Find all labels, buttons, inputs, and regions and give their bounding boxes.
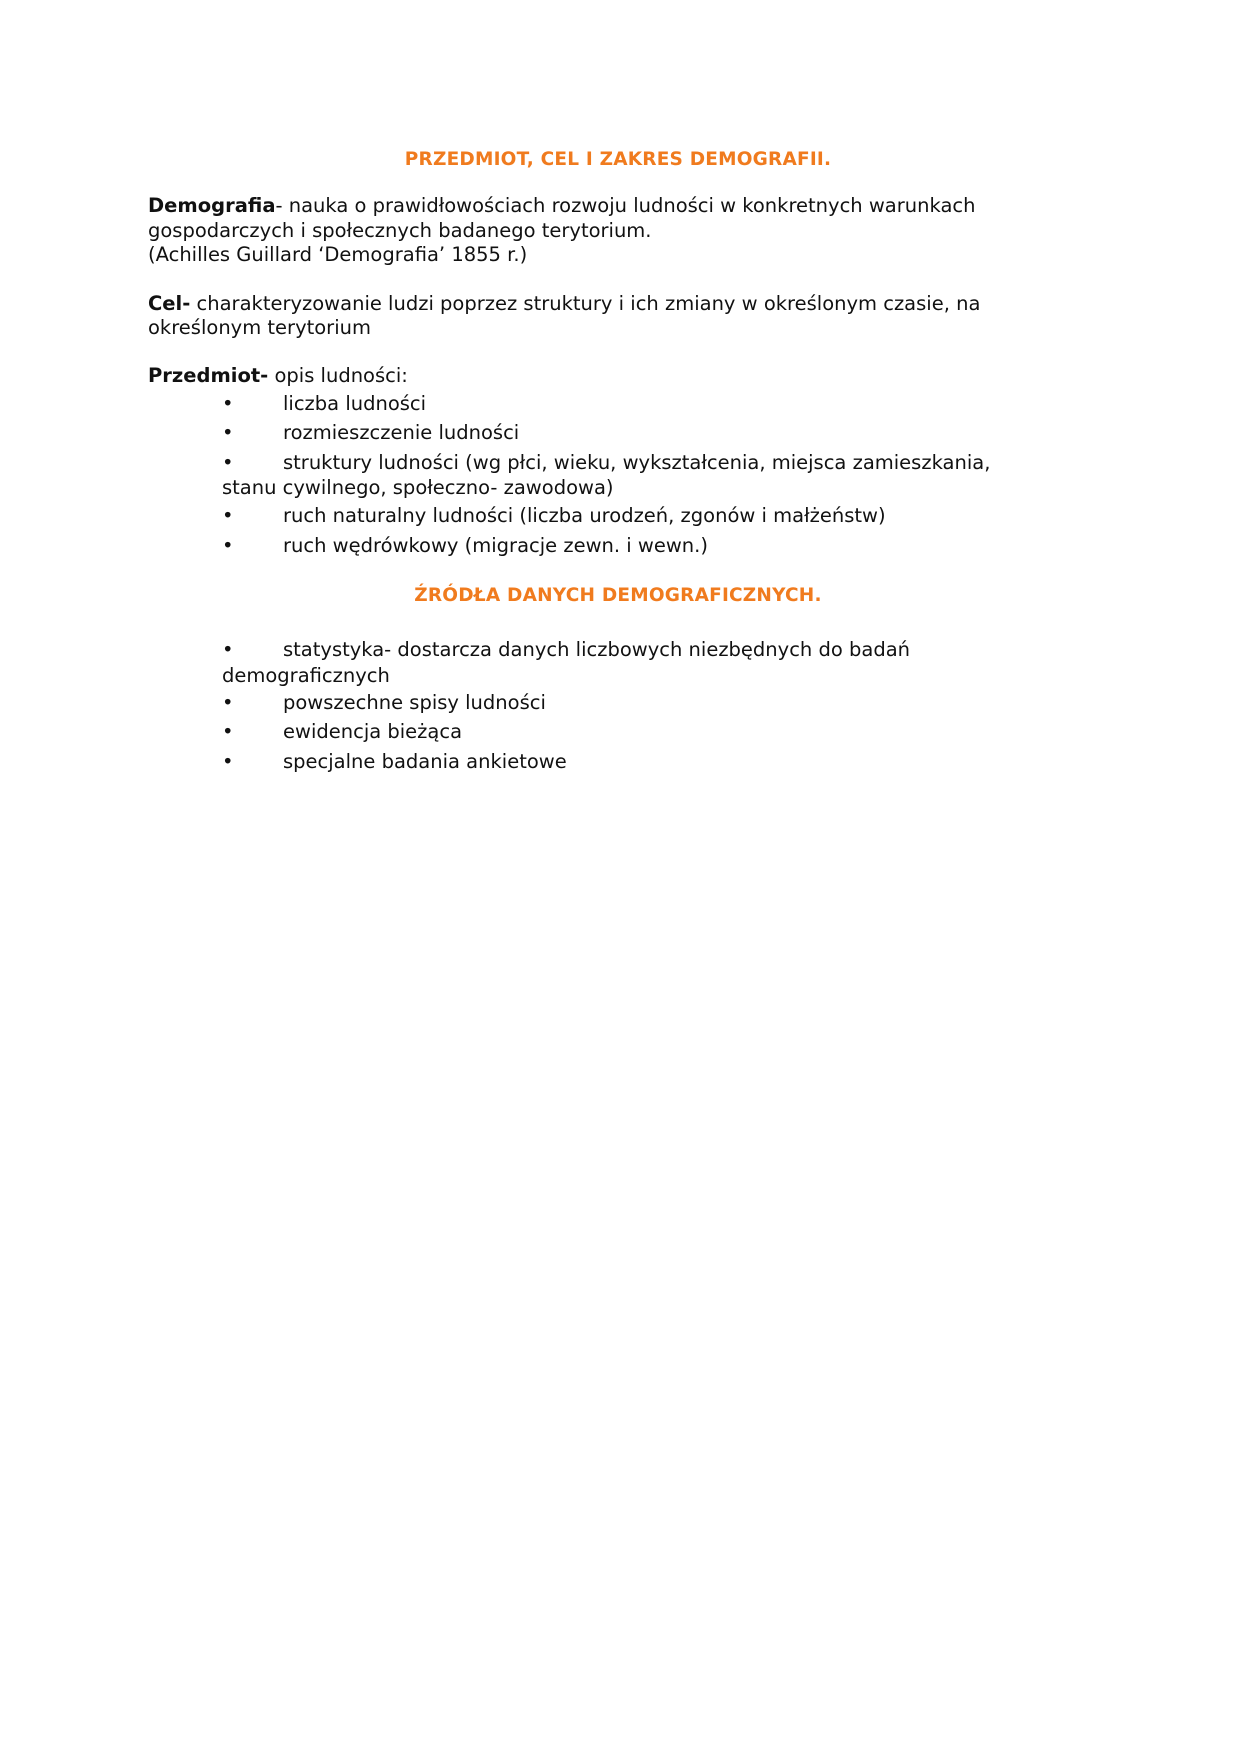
list-item-text: specjalne badania ankietowe — [283, 750, 567, 773]
bullet-icon: • — [222, 504, 234, 527]
goal-term: Cel- — [148, 292, 191, 315]
subject-term: Przedmiot- — [148, 364, 269, 387]
bullet-icon: • — [222, 451, 234, 474]
list-item-text: ruch wędrówkowy (migracje zewn. i wewn.) — [283, 534, 708, 557]
section-heading-subject: PRZEDMIOT, CEL I ZAKRES DEMOGRAFII. — [404, 149, 832, 170]
bullet-icon: • — [222, 638, 234, 661]
list-item-text: struktury ludności (wg płci, wieku, wykształcenia, miejsca zamieszkania, — [283, 451, 991, 474]
definition-citation: (Achilles Guillard ‘Demografia’ 1855 r.) — [148, 243, 528, 266]
definition-line-2: gospodarczych i społecznych badanego terytorium. — [148, 219, 652, 242]
subject-line — [148, 364, 408, 388]
bullet-icon: • — [222, 534, 234, 557]
definition-line-1 — [148, 194, 975, 218]
bullet-icon: • — [222, 691, 234, 714]
list-item-continuation: demograficznych — [222, 664, 390, 687]
list-item-text: ewidencja bieżąca — [283, 720, 463, 743]
list-item-text: powszechne spisy ludności — [283, 691, 546, 714]
goal-text: charakteryzowanie ludzi poprzez struktury i ich zmiany w określonym czasie, na — [190, 292, 981, 315]
bullet-icon: • — [222, 750, 234, 773]
bullet-icon: • — [222, 720, 234, 743]
list-item-continuation: stanu cywilnego, społeczno- zawodowa) — [222, 476, 614, 499]
list-item-text: ruch naturalny ludności (liczba urodzeń, zgonów i małżeństw) — [283, 504, 886, 527]
subject-text: opis ludności: — [268, 364, 408, 387]
section-heading-sources: ŹRÓDŁA DANYCH DEMOGRAFICZNYCH. — [414, 585, 822, 606]
bullet-icon: • — [222, 421, 234, 444]
definition-term: Demografia — [148, 194, 276, 217]
goal-line-1 — [148, 292, 980, 316]
list-item-text: statystyka- dostarcza danych liczbowych niezbędnych do badań — [283, 638, 911, 661]
definition-text: - nauka o prawidłowościach rozwoju ludności w konkretnych warunkach — [275, 194, 976, 217]
goal-line-2: określonym terytorium — [148, 316, 371, 339]
list-item-text: rozmieszczenie ludności — [283, 421, 520, 444]
list-item-text: liczba ludności — [283, 392, 427, 415]
bullet-icon: • — [222, 392, 234, 415]
